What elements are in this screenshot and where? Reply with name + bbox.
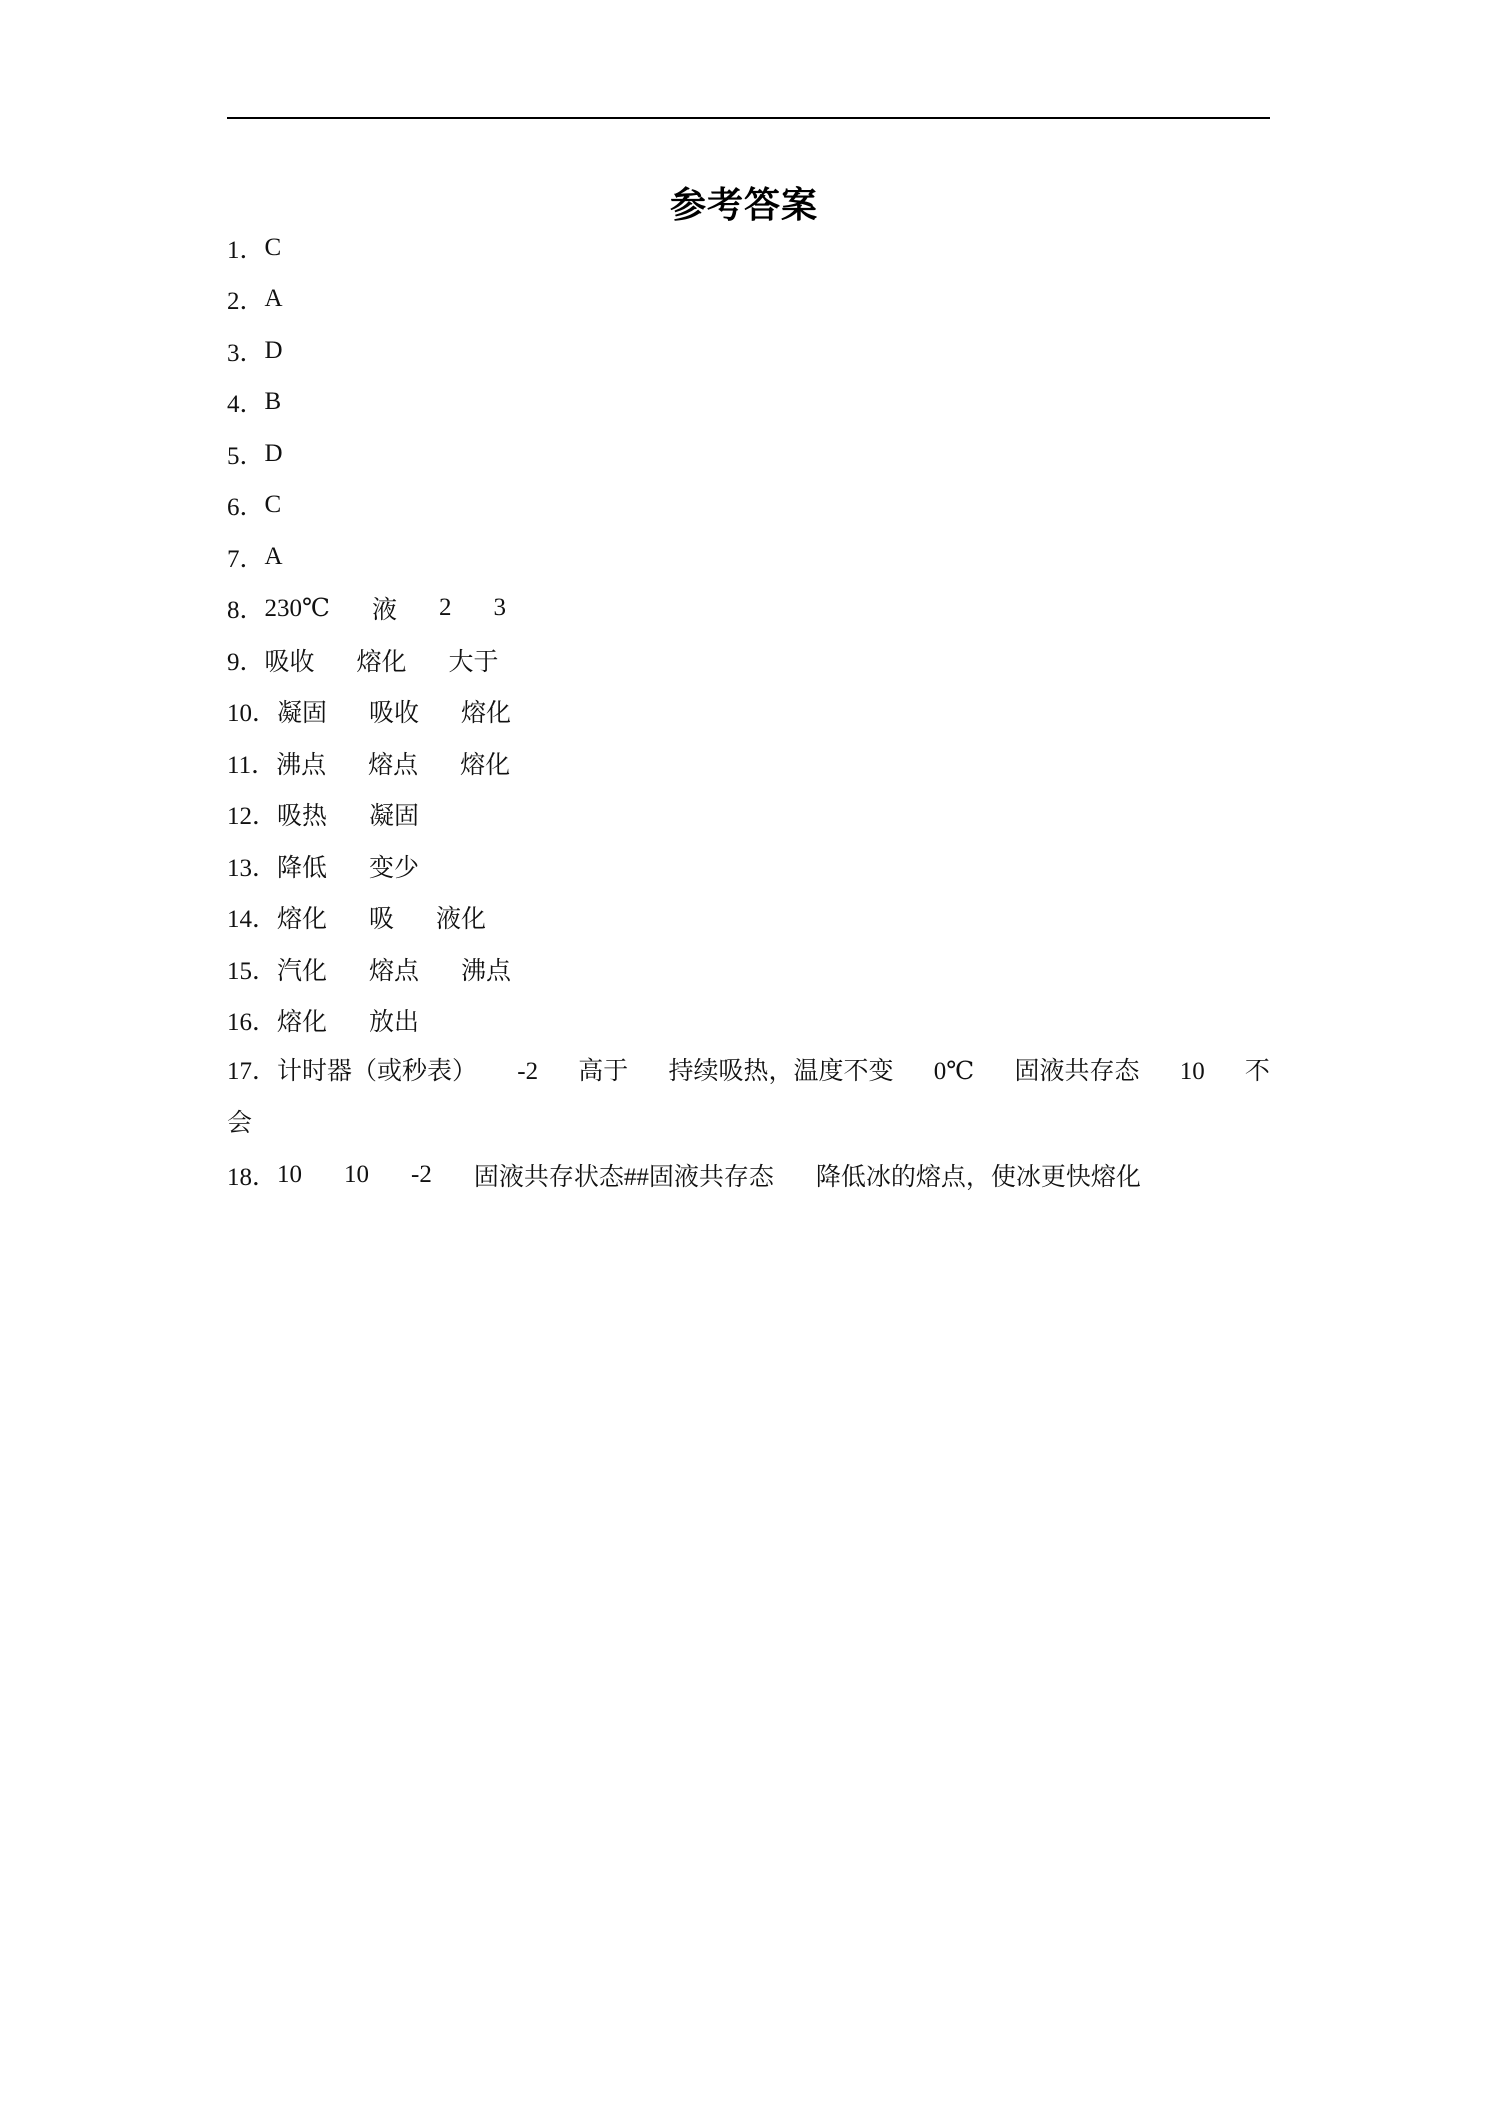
answer-blank: 10 bbox=[277, 1160, 303, 1188]
answer-item-12 bbox=[227, 789, 1270, 841]
answer-blank: 降低 bbox=[277, 854, 328, 882]
answer-blank: 汽化 bbox=[277, 957, 328, 985]
answer-blank: -2 bbox=[517, 1058, 539, 1085]
answer-number: 7． bbox=[227, 545, 265, 573]
answer-blank: 降低冰的熔点，使冰更快熔化 bbox=[815, 1163, 1141, 1191]
answer-parts bbox=[277, 796, 419, 832]
answer-item-14 bbox=[227, 892, 1270, 944]
answer-blank: -2 bbox=[411, 1160, 432, 1188]
answer-parts bbox=[277, 899, 486, 935]
answer-parts bbox=[277, 1002, 419, 1038]
answer-number: 10． bbox=[227, 700, 278, 728]
answer-number: 9． bbox=[227, 648, 265, 676]
answer-blank: B bbox=[264, 388, 282, 416]
answer-item-9 bbox=[227, 634, 1270, 686]
answer-parts bbox=[265, 543, 283, 571]
answer-blank: 吸热 bbox=[277, 803, 328, 831]
answer-item-18 bbox=[227, 1149, 1270, 1201]
answer-number: 15． bbox=[227, 957, 278, 985]
answer-blank: 液 bbox=[371, 597, 397, 625]
answer-blank: 熔点 bbox=[368, 751, 419, 779]
answer-number: 18． bbox=[227, 1163, 278, 1191]
answer-blank: 熔点 bbox=[369, 957, 420, 985]
answer-parts bbox=[265, 337, 283, 365]
answer-number: 13． bbox=[227, 854, 278, 882]
answer-blank-continued: 会 bbox=[227, 1109, 253, 1137]
answer-blank: 吸收 bbox=[264, 648, 315, 676]
answer-number: 12． bbox=[227, 803, 278, 831]
answer-parts bbox=[265, 491, 282, 519]
answer-parts bbox=[265, 388, 282, 416]
answer-item-15 bbox=[227, 943, 1270, 995]
answer-number: 3． bbox=[227, 339, 265, 367]
answer-number: 6． bbox=[227, 494, 265, 522]
answer-blank: 熔化 bbox=[356, 648, 407, 676]
answer-parts bbox=[265, 590, 506, 626]
answer-item-11 bbox=[227, 737, 1270, 789]
answer-blank: 变少 bbox=[369, 854, 420, 882]
answer-blank: 熔化 bbox=[461, 700, 512, 728]
answer-item-10 bbox=[227, 686, 1270, 738]
answer-parts bbox=[265, 285, 283, 313]
answer-blank: 高于 bbox=[578, 1058, 629, 1085]
answer-parts bbox=[277, 951, 511, 987]
answer-blank: 放出 bbox=[369, 1009, 420, 1037]
answer-blank: 熔化 bbox=[460, 751, 511, 779]
answer-blank: 熔化 bbox=[277, 906, 328, 934]
answer-item-7 bbox=[227, 531, 1270, 583]
answer-number: 8． bbox=[227, 597, 265, 625]
answer-blank: 持续吸热，温度不变 bbox=[668, 1058, 894, 1085]
answer-number: 16． bbox=[227, 1009, 278, 1037]
answer-list bbox=[227, 222, 1270, 1201]
answer-item-17 bbox=[227, 1046, 1270, 1149]
answer-number: 11． bbox=[227, 751, 277, 779]
answer-blank: A bbox=[264, 542, 283, 570]
answer-text: 17．计时器（或秒表） bbox=[227, 1058, 478, 1085]
answer-blank: C bbox=[264, 491, 282, 519]
answer-blank: 3 bbox=[493, 594, 506, 622]
answer-parts bbox=[265, 642, 499, 678]
answer-number: 14． bbox=[227, 906, 278, 934]
answer-number: 5． bbox=[227, 442, 265, 470]
answer-blank: 10 bbox=[344, 1160, 370, 1188]
answer-number: 2． bbox=[227, 288, 265, 316]
answer-item-4 bbox=[227, 377, 1270, 429]
answer-blank: 熔化 bbox=[277, 1009, 328, 1037]
answer-number: 1． bbox=[227, 236, 265, 264]
answer-blank: 凝固 bbox=[369, 803, 420, 831]
answer-item-3 bbox=[227, 325, 1270, 377]
answer-parts bbox=[265, 234, 282, 262]
answer-blank: 230℃ bbox=[264, 595, 330, 623]
answer-blank: 固液共存状态##固液共存态 bbox=[473, 1163, 774, 1191]
answer-blank: 2 bbox=[439, 594, 452, 622]
answer-blank: 吸收 bbox=[369, 700, 420, 728]
answer-blank: 凝固 bbox=[277, 700, 328, 728]
answer-number: 4． bbox=[227, 391, 265, 419]
answer-item-13 bbox=[227, 840, 1270, 892]
answer-item-2 bbox=[227, 274, 1270, 326]
answer-blank: 大于 bbox=[448, 648, 499, 676]
answer-item-5 bbox=[227, 428, 1270, 480]
answer-blank: 10 bbox=[1179, 1058, 1205, 1085]
page-title: 参考答案 bbox=[669, 185, 818, 226]
answer-blank: 液化 bbox=[436, 906, 487, 934]
answer-blank: 吸 bbox=[369, 906, 395, 934]
answer-item-16 bbox=[227, 995, 1270, 1047]
answer-blank: 0℃ bbox=[933, 1058, 975, 1085]
answer-item-8 bbox=[227, 583, 1270, 635]
answer-parts bbox=[277, 848, 419, 884]
answer-blank: C bbox=[264, 233, 282, 261]
answer-blank-wrapped: 不 bbox=[1244, 1058, 1270, 1085]
answer-blank: D bbox=[264, 336, 283, 364]
answer-parts bbox=[277, 693, 511, 729]
header-rule bbox=[227, 117, 1270, 119]
answer-blank: 沸点 bbox=[276, 751, 327, 779]
answer-blank: A bbox=[264, 285, 283, 313]
answer-parts bbox=[265, 440, 283, 468]
answer-blank: 固液共存态 bbox=[1014, 1058, 1140, 1085]
answer-blank: D bbox=[264, 439, 283, 467]
answer-item-6 bbox=[227, 480, 1270, 532]
answer-item-1 bbox=[227, 222, 1270, 274]
answer-parts bbox=[276, 745, 510, 781]
answer-blank: 沸点 bbox=[461, 957, 512, 985]
